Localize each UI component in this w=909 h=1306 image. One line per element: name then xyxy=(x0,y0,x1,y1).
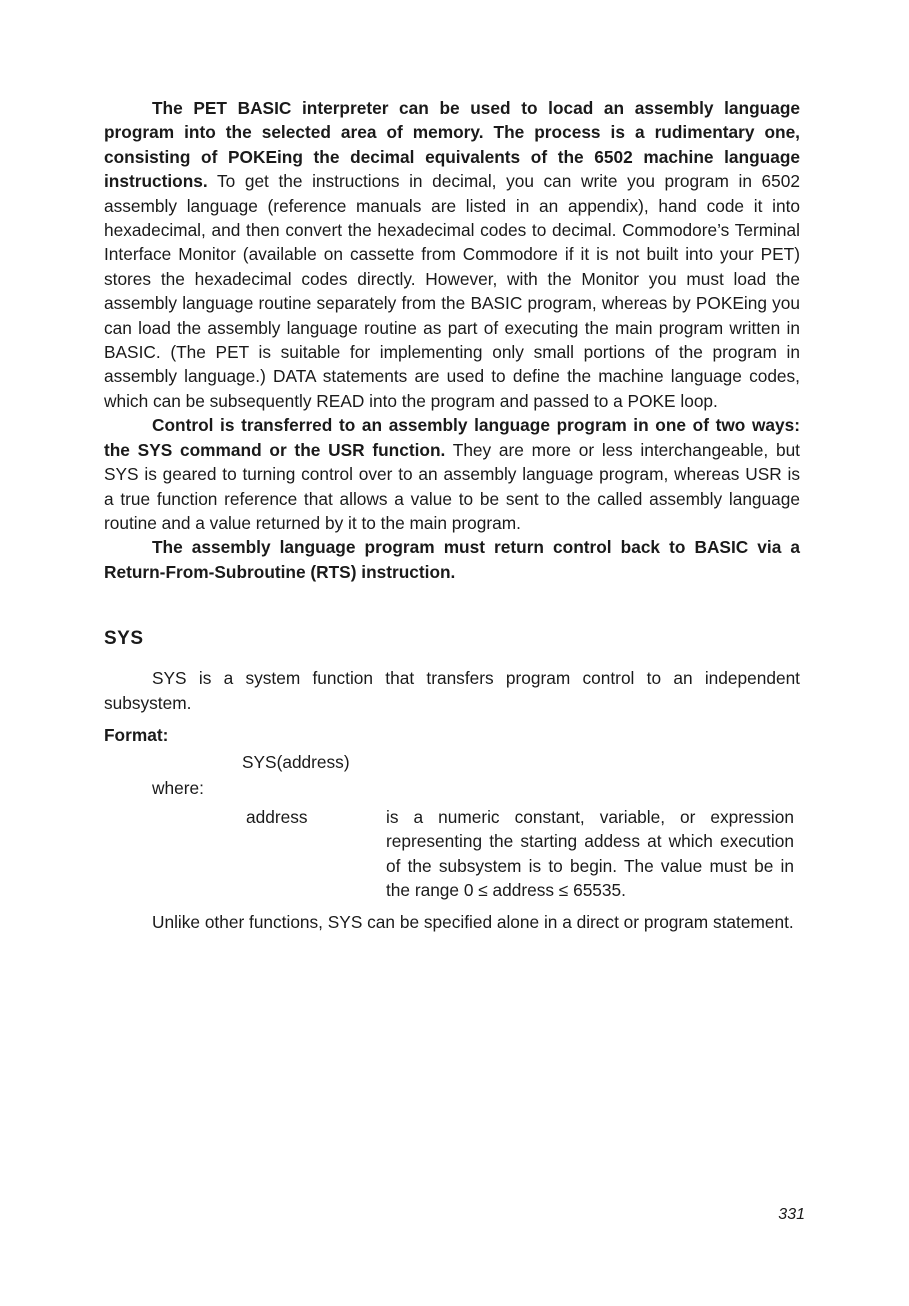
paragraph-sys-closing: Unlike other functions, SYS can be specified alone in a direct or program statement. xyxy=(152,912,794,933)
format-label: Format: xyxy=(104,724,169,745)
section-heading-sys: SYS xyxy=(104,628,144,650)
paragraph-intro xyxy=(104,96,800,413)
syntax-line: SYS(address) xyxy=(242,751,350,772)
parameter-description: is a numeric constant, variable, or expression representing the starting addess at which execution of the subsystem is to begin. The value must be in the range 0 ≤ address ≤ 65535. xyxy=(386,806,794,900)
paragraph-sys-intro: SYS is a system function that transfers program control to an independent subsystem. xyxy=(104,668,800,713)
parameter-name: address xyxy=(246,806,308,827)
paragraph-intro-bold: The PET BASIC interpreter can be used to locad an assembly language program into the selected area of memory. The process is a rudimentary one, consisting of POKEing the decimal equivalents of the 6502 machine language instructions. xyxy=(104,98,800,192)
where-label: where: xyxy=(152,778,204,799)
paragraph-rts xyxy=(104,535,800,584)
paragraph-control-text: They are more or less interchangeable, but SYS is geared to turning control over to an assembly language program, whereas USR is a true function reference that allows a value to be sent to the called assembly language routine and a value returned by it to the main program. xyxy=(104,439,800,533)
paragraph-control-bold: Control is transferred to an assembly language program in one of two ways: the SYS command or the USR function. xyxy=(104,415,800,460)
page-number: 331 xyxy=(778,1206,805,1223)
page-content xyxy=(104,96,800,935)
paragraph-control-transfer xyxy=(104,413,800,535)
paragraph-intro-text: To get the instructions in decimal, you can write you program in 6502 assembly language (reference manuals are listed in an appendix), hand code it into hexadecimal, and then convert the hexadecimal codes to decimal. Commodore’s Terminal Interface Monitor (available on cassette from Commodore if it is not built into your PET) stores the hexadecimal codes directly. However, with the Monitor you must load the assembly language routine separately from the BASIC program, whereas by POKEing you can load the assembly language routine as part of executing the main program written in BASIC. (The PET is suitable for implementing only small portions of the program in assembly language.) DATA statements are used to define the machine language codes, which can be subsequently READ into the program and passed to a POKE loop. xyxy=(104,171,800,411)
paragraph-rts-bold: The assembly language program must return control back to BASIC via a Return-From-Subroutine (RTS) instruction. xyxy=(104,537,800,582)
parameter-definition xyxy=(104,805,800,903)
